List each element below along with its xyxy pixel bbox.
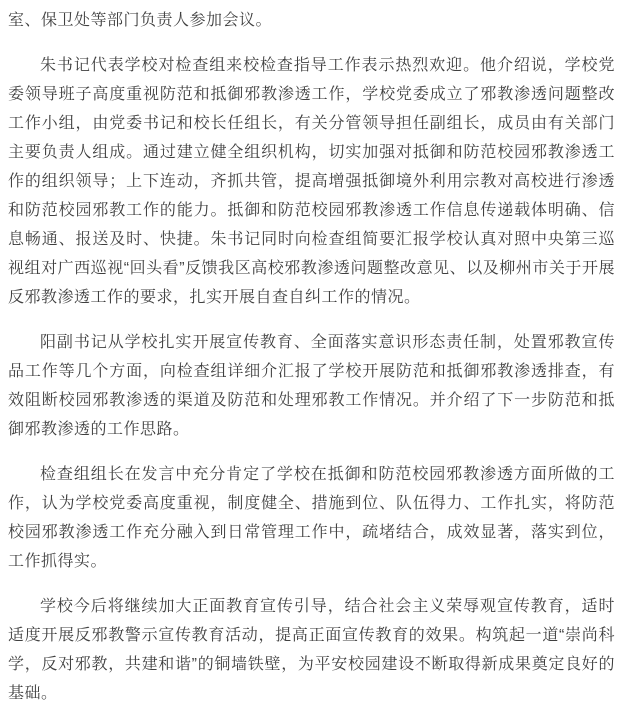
paragraph: 阳副书记从学校扎实开展宣传教育、全面落实意识形态责任制，处置邪教宣传品工作等几个方面，向检查组详细介汇报了学校开展防范和抵御邪教渗透排查，有效阻断校园邪教渗透的渠道及防范和处理邪教工作情况。并介绍了下一步防范和抵御邪教渗透的工作思路。 [8,334,615,438]
paragraph: 学校今后将继续加大正面教育宣传引导，结合社会主义荣辱观宣传教育，适时适度开展反邪教警示宣传教育活动，提高正面宣传教育的效果。构筑起一道“崇尚科学，反对邪教，共建和谐”的铜墙铁壁，为平安校园建设不断取得新成果奠定良好的基础。 [8,598,615,702]
paragraph: 检查组组长在发言中充分肯定了学校在抵御和防范校园邪教渗透方面所做的工作，认为学校党委高度重视，制度健全、措施到位、队伍得力、工作扎实，将防范校园邪教渗透工作充分融入到日常管理工作中，疏堵结合，成效显著，落实到位，工作抓得实。 [8,466,615,570]
paragraph: 朱书记代表学校对检查组来校检查指导工作表示热烈欢迎。他介绍说，学校党委领导班子高度重视防范和抵御邪教渗透工作，学校党委成立了邪教渗透问题整改工作小组，由党委书记和校长任组长，有关分管领导担任副组长，成员由有关部门主要负责人组成。通过建立健全组织机构，切实加强对抵御和防范校园邪教渗透工作的组织领导；上下连动，齐抓共管，提高增强抵御境外利用宗教对高校进行渗透和防范校园邪教工作的能力。抵御和防范校园邪教渗透工作信息传递载体明确、信息畅通、报送及时、快捷。朱书记同时向检查组简要汇报学校认真对照中央第三巡视组对广西巡视“回头看”反馈我区高校邪教渗透问题整改意见、以及柳州市关于开展反邪教渗透工作的要求，扎实开展自查自纠工作的情况。 [8,57,615,306]
paragraph-continuation: 室、保卫处等部门负责人参加会议。 [8,12,273,29]
